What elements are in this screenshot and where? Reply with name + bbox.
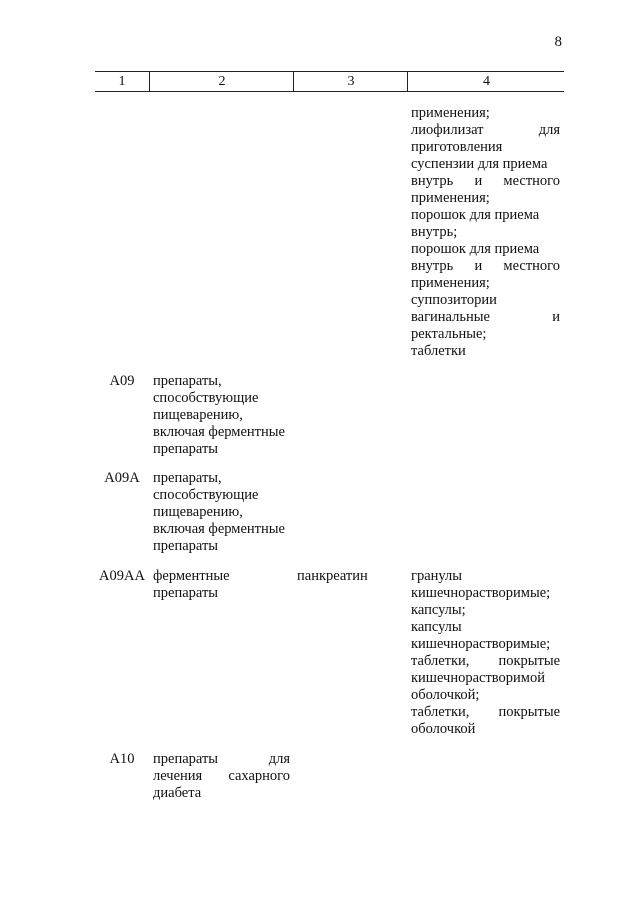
form-line: оболочкой bbox=[411, 721, 476, 737]
name-line: препараты bbox=[153, 441, 219, 457]
form-line: кишечнорастворимые; bbox=[411, 636, 551, 652]
form-line: кишечнорастворимой bbox=[411, 670, 545, 686]
form-line: приготовления bbox=[411, 139, 503, 155]
table-header-row bbox=[95, 71, 564, 92]
form-line bbox=[411, 258, 560, 275]
form-line: порошок для приема bbox=[411, 241, 540, 257]
name-word: препараты bbox=[153, 751, 219, 767]
form-word: местного bbox=[503, 173, 560, 189]
form-line: ректальные; bbox=[411, 326, 487, 342]
form-word: внутрь bbox=[411, 173, 454, 189]
group-name-cell bbox=[153, 568, 293, 602]
form-word: таблетки, bbox=[411, 653, 470, 669]
name-line: диабета bbox=[153, 785, 202, 801]
name-line: способствующие bbox=[153, 487, 259, 503]
name-line: включая ферментные bbox=[153, 424, 285, 440]
atc-code: A09 bbox=[109, 373, 135, 389]
group-name-cell bbox=[153, 751, 290, 802]
header-col-1: 1 bbox=[118, 74, 126, 89]
form-line: порошок для приема bbox=[411, 207, 540, 223]
form-line: капсулы bbox=[411, 619, 462, 635]
form-line: гранулы bbox=[411, 568, 462, 584]
continued-forms-cell bbox=[411, 105, 560, 360]
form-line: капсулы; bbox=[411, 602, 466, 618]
form-line: таблетки bbox=[411, 343, 466, 359]
header-col-2: 2 bbox=[149, 72, 294, 91]
form-line: внутрь; bbox=[411, 224, 458, 240]
header-col-4: 4 bbox=[407, 72, 565, 91]
form-line: кишечнорастворимые; bbox=[411, 585, 551, 601]
form-line bbox=[411, 653, 560, 670]
atc-code: A09AA bbox=[99, 568, 145, 584]
form-line: применения; bbox=[411, 275, 490, 291]
form-line bbox=[411, 173, 560, 190]
name-line: препараты, bbox=[153, 373, 222, 389]
group-name-cell bbox=[153, 373, 293, 458]
form-word: и bbox=[474, 173, 483, 189]
form-line bbox=[411, 122, 560, 139]
name-word: лечения bbox=[153, 768, 203, 784]
form-word: и bbox=[552, 309, 560, 325]
drug-name: панкреатин bbox=[297, 568, 368, 584]
atc-code: A10 bbox=[109, 751, 135, 767]
form-word: покрытые bbox=[498, 653, 560, 669]
drug-name-cell bbox=[297, 568, 407, 585]
name-line: способствующие bbox=[153, 390, 259, 406]
name-line: препараты, bbox=[153, 470, 222, 486]
form-line: применения; bbox=[411, 105, 490, 121]
name-line: пищеварению, bbox=[153, 504, 243, 520]
form-word: местного bbox=[503, 258, 560, 274]
name-line: препараты bbox=[153, 538, 219, 554]
group-name-cell bbox=[153, 470, 293, 555]
form-line: суппозитории bbox=[411, 292, 497, 308]
form-line bbox=[411, 309, 560, 326]
atc-code: A09A bbox=[104, 470, 140, 486]
form-word: и bbox=[474, 258, 483, 274]
form-line: суспензии для приема bbox=[411, 156, 548, 172]
name-line: пищеварению, bbox=[153, 407, 243, 423]
form-line: применения; bbox=[411, 190, 490, 206]
dosage-forms-cell bbox=[411, 568, 560, 738]
name-line bbox=[153, 768, 290, 785]
name-line: ферментные bbox=[153, 568, 230, 584]
form-line bbox=[411, 704, 560, 721]
name-line: включая ферментные bbox=[153, 521, 285, 537]
form-line: оболочкой; bbox=[411, 687, 480, 703]
name-word: сахарного bbox=[228, 768, 290, 784]
form-word: внутрь bbox=[411, 258, 454, 274]
form-word: покрытые bbox=[498, 704, 560, 720]
name-word: для bbox=[268, 751, 290, 767]
header-col-3: 3 bbox=[293, 72, 408, 91]
form-word: лиофилизат bbox=[411, 122, 484, 138]
page-number: 8 bbox=[554, 34, 562, 50]
form-word: для bbox=[538, 122, 560, 138]
form-word: вагинальные bbox=[411, 309, 490, 325]
name-line: препараты bbox=[153, 585, 219, 601]
name-line bbox=[153, 751, 290, 768]
form-word: таблетки, bbox=[411, 704, 470, 720]
